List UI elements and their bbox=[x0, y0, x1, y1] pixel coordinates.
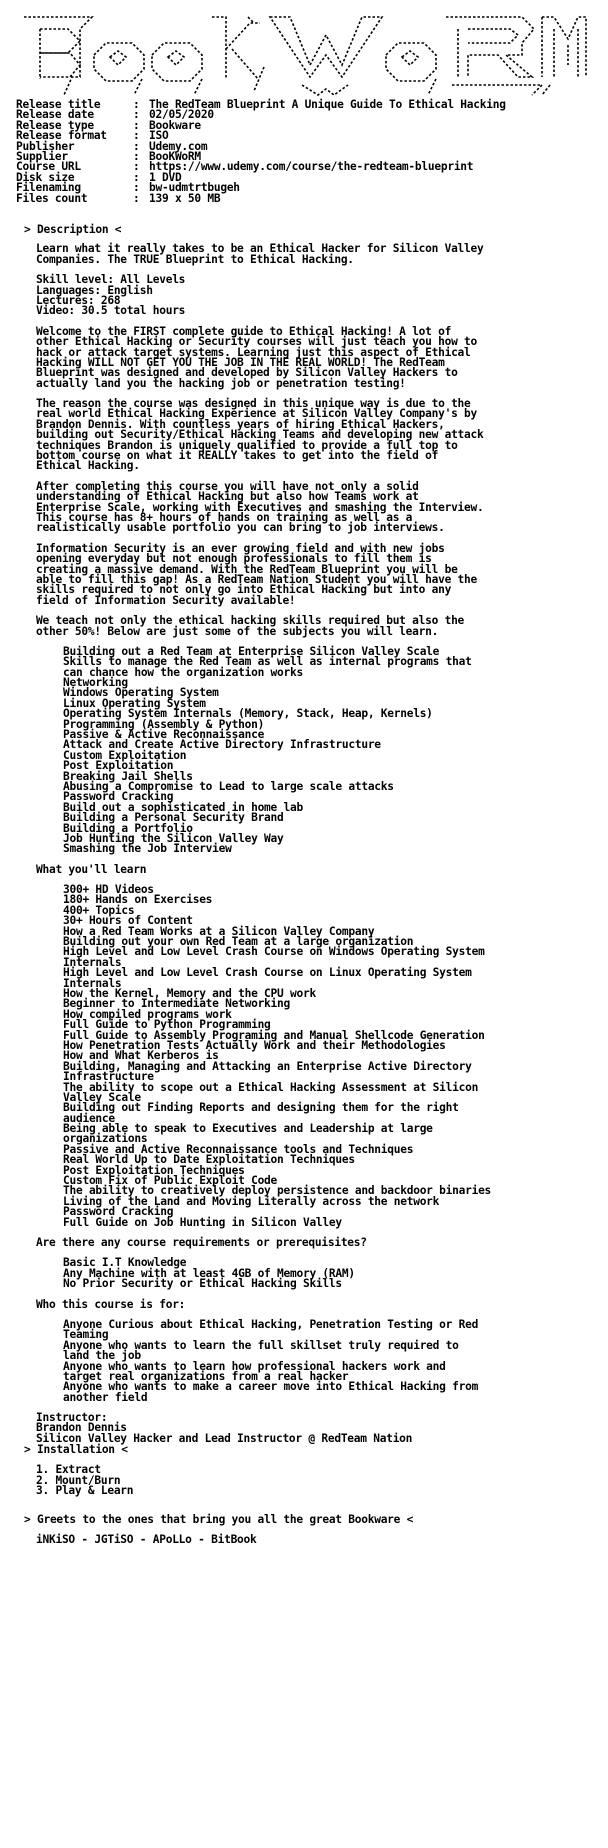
release-info-value: ISO bbox=[149, 129, 169, 143]
requirement-item: Any Machine with at least 4GB of Memory (RAM) bbox=[63, 1266, 355, 1280]
paragraph-line: opening everyday but not enough professionals to fill them is bbox=[36, 552, 432, 566]
release-info-separator: : bbox=[133, 160, 146, 174]
learn-item: Beginner to Intermediate Networking bbox=[63, 997, 290, 1011]
learn-list bbox=[36, 885, 491, 1228]
greets-names: iNKiSO - JGTiSO - APoLLo - BitBook bbox=[36, 1533, 257, 1547]
learn-item: Internals bbox=[63, 955, 122, 969]
release-info-key: Course URL bbox=[16, 160, 81, 174]
audience-item: Anyone who wants to learn the full skillset truly required to bbox=[63, 1338, 459, 1352]
subject-item: Skills to manage the Red Team as well as internal programs that bbox=[63, 655, 472, 669]
paragraph-line: field of Information Security available! bbox=[36, 593, 296, 607]
subject-item: Post Exploitation bbox=[63, 759, 174, 773]
learn-item: audience bbox=[63, 1111, 115, 1125]
learn-item: Post Exploitation Techniques bbox=[63, 1163, 245, 1177]
intro-line: Companies. The TRUE Blueprint to Ethical Hacking. bbox=[36, 252, 354, 266]
release-info-key: Disk size bbox=[16, 170, 75, 184]
subject-item: Custom Exploitation bbox=[63, 748, 187, 762]
release-info-key: Publisher bbox=[16, 139, 75, 153]
learn-item: Infrastructure bbox=[63, 1070, 154, 1084]
requirements-list bbox=[36, 1258, 491, 1289]
release-info-value: 139 x 50 MB bbox=[149, 191, 221, 205]
stat-line: Lectures: 268 bbox=[36, 293, 121, 307]
installation-header: > Installation < bbox=[24, 1443, 128, 1456]
instructor-line: Brandon Dennis bbox=[36, 1421, 127, 1435]
subject-item: Networking bbox=[63, 676, 128, 690]
paragraph-line: Ethical Hacking. bbox=[36, 459, 140, 473]
learn-item: Password Cracking bbox=[63, 1205, 174, 1219]
release-info-value: 02/05/2020 bbox=[149, 108, 214, 122]
audience-item: another field bbox=[63, 1390, 148, 1404]
learn-item: Building out your own Red Team at a large organization bbox=[63, 935, 414, 949]
instructor-info bbox=[36, 1413, 491, 1444]
release-info-key: Release title bbox=[16, 98, 101, 111]
intro-line: Learn what it really takes to be an Ethical Hacker for Silicon Valley bbox=[36, 242, 484, 256]
paragraph-line: Brandon Dennis. With countless years of hiring Ethical Hackers, bbox=[36, 417, 445, 431]
release-info-separator: : bbox=[133, 129, 146, 143]
paragraph-line: realistically usable portfolio you can bring to job interviews. bbox=[36, 521, 445, 535]
stat-line: Video: 30.5 total hours bbox=[36, 304, 186, 318]
learn-item: Real World Up to Date Exploitation Techniques bbox=[63, 1153, 355, 1167]
paragraph-line: Information Security is an ever growing field and with new jobs bbox=[36, 541, 445, 555]
learn-item: Building, Managing and Attacking an Enterprise Active Directory bbox=[63, 1059, 472, 1073]
release-info-row bbox=[16, 162, 506, 172]
learn-item: Full Guide to Python Programming bbox=[63, 1018, 271, 1032]
installation-step: 3. Play & Learn bbox=[36, 1484, 134, 1498]
release-info-key: Release date bbox=[16, 108, 94, 122]
release-info-row bbox=[16, 183, 506, 193]
paragraph-line: real world Ethical Hacking Experience at Silicon Valley Company's by bbox=[36, 407, 478, 421]
release-info-row bbox=[16, 191, 506, 205]
paragraph-line: other 50%! Below are just some of the subjects you will learn. bbox=[36, 624, 439, 638]
release-info-key: Release type bbox=[16, 118, 94, 132]
release-info-value: Bookware bbox=[149, 118, 201, 132]
subjects-list bbox=[36, 644, 491, 856]
subject-item: Abusing a Compromise to Lead to large scale attacks bbox=[63, 779, 394, 793]
greets-header: > Greets to the ones that bring you all the great Bookware < bbox=[24, 1513, 414, 1526]
release-info bbox=[16, 100, 506, 204]
release-info-value: Udemy.com bbox=[149, 139, 208, 153]
paragraph-after bbox=[36, 479, 491, 535]
audience-item: Anyone who wants to learn how professional hackers work and bbox=[63, 1359, 446, 1373]
bookworm-ascii-logo bbox=[22, 15, 587, 105]
release-info-value: bw-udmtrtbugeh bbox=[149, 181, 240, 195]
release-info-separator: : bbox=[133, 181, 146, 195]
learn-item: 30+ Hours of Content bbox=[63, 914, 193, 928]
paragraph-line: able to fill this gap! As a RedTeam Nation Student you will have the bbox=[36, 572, 478, 586]
instructor-line: Instructor: bbox=[36, 1411, 108, 1425]
paragraph-line: hack or attack target systems. Learning just this aspect of Ethical bbox=[36, 345, 471, 359]
paragraph-line: Enterprise Scale, working with Executives and smashing the Interview. bbox=[36, 500, 484, 514]
release-info-separator: : bbox=[133, 170, 146, 184]
paragraph-line: Blueprint was designed and developed by Silicon Valley Hackers to bbox=[36, 366, 458, 380]
subject-item: Linux Operating System bbox=[63, 696, 206, 710]
learn-item: 300+ HD Videos bbox=[63, 883, 154, 897]
installation-steps bbox=[16, 1465, 133, 1496]
learn-item: Valley Scale bbox=[63, 1090, 141, 1104]
paragraph-infosec bbox=[36, 541, 491, 607]
instructor-line: Silicon Valley Hacker and Lead Instructor @ RedTeam Nation bbox=[36, 1431, 413, 1445]
stat-line: Languages: English bbox=[36, 283, 153, 297]
paragraph-line: building out Security/Ethical Hacking Teams and developing new attack bbox=[36, 428, 484, 442]
description-header: > Description < bbox=[24, 223, 122, 236]
paragraph-line: Welcome to the FIRST complete guide to Ethical Hacking! A lot of bbox=[36, 324, 452, 338]
paragraph-line: bottom course on what it REALLY takes to get into the field of bbox=[36, 449, 439, 463]
subject-item: Build out a sophisticated in home lab bbox=[63, 800, 303, 814]
paragraph-line: techniques Brandon is uniquely qualified to provide a full top to bbox=[36, 438, 458, 452]
learn-item: How and What Kerberos is bbox=[63, 1049, 219, 1063]
subject-item: Job Hunting the Silicon Valley Way bbox=[63, 831, 284, 845]
course-stats bbox=[36, 275, 491, 317]
greets-section bbox=[16, 1515, 413, 1546]
paragraph-reason bbox=[36, 399, 491, 472]
release-info-separator: : bbox=[133, 191, 146, 205]
installation-step: 1. Extract bbox=[36, 1463, 101, 1477]
subject-item: Building a Personal Security Brand bbox=[63, 811, 284, 825]
audience-item: land the job bbox=[63, 1349, 141, 1363]
paragraph-line: After completing this course you will have not only a solid bbox=[36, 479, 419, 493]
release-info-separator: : bbox=[133, 139, 146, 153]
learn-item: High Level and Low Level Crash Course on Windows Operating System bbox=[63, 945, 485, 959]
learn-item: Full Guide on Job Hunting in Silicon Valley bbox=[63, 1215, 342, 1229]
learn-item: Being able to speak to Executives and Leadership at large bbox=[63, 1122, 433, 1136]
audience-item: Anyone who wants to make a career move into Ethical Hacking from bbox=[63, 1380, 479, 1394]
learn-item: How a Red Team Works at a Silicon Valley Company bbox=[63, 924, 375, 938]
release-info-key: Filenaming bbox=[16, 181, 81, 195]
release-info-value: https://www.udemy.com/course/the-redteam-blueprint bbox=[149, 160, 474, 174]
learn-item: organizations bbox=[63, 1132, 148, 1146]
subject-item: Building a Portfolio bbox=[63, 821, 193, 835]
subject-item: Programming (Assembly & Python) bbox=[63, 717, 265, 731]
release-info-value: The RedTeam Blueprint A Unique Guide To Ethical Hacking bbox=[149, 98, 506, 111]
release-info-key: Files count bbox=[16, 191, 88, 205]
release-info-key: Release format bbox=[16, 129, 107, 143]
learn-item: 180+ Hands on Exercises bbox=[63, 893, 213, 907]
subject-item: Windows Operating System bbox=[63, 686, 219, 700]
paragraph-line: actually land you the hacking job or penetration testing! bbox=[36, 376, 406, 390]
installation-step: 2. Mount/Burn bbox=[36, 1473, 121, 1487]
requirements-heading: Are there any course requirements or prerequisites? bbox=[36, 1235, 367, 1249]
paragraph-line: This course has 8+ hours of hands on training as well as a bbox=[36, 510, 413, 524]
paragraph-line: The reason the course was designed in this unique way is due to the bbox=[36, 397, 471, 411]
audience-item: Anyone Curious about Ethical Hacking, Penetration Testing or Red bbox=[63, 1317, 479, 1331]
release-info-separator: : bbox=[133, 108, 146, 122]
description-section bbox=[16, 225, 491, 1444]
paragraph-line: skills required to not only go into Ethical Hacking but into any bbox=[36, 583, 452, 597]
audience-list bbox=[36, 1317, 491, 1404]
subject-item: Passive & Active Reconnaissance bbox=[63, 728, 265, 742]
learn-item: Living of the Land and Moving Literally across the network bbox=[63, 1194, 440, 1208]
learn-item: High Level and Low Level Crash Course on Linux Operating System bbox=[63, 966, 472, 980]
paragraph-teach bbox=[36, 616, 491, 637]
audience-heading: Who this course is for: bbox=[36, 1297, 186, 1311]
stat-line: Skill level: All Levels bbox=[36, 273, 186, 287]
learn-item: How Penetration Tests Actually Work and their Methodologies bbox=[63, 1038, 446, 1052]
intro-text bbox=[36, 244, 491, 265]
paragraph-line: understanding of Ethical Hacking but also how Teams work at bbox=[36, 490, 419, 504]
learn-item: How the Kernel, Memory and the CPU work bbox=[63, 987, 316, 1000]
learn-item: The ability to scope out a Ethical Hacking Assessment at Silicon bbox=[63, 1080, 479, 1094]
learn-item: The ability to creatively deploy persistence and backdoor binaries bbox=[63, 1184, 492, 1198]
release-info-row bbox=[16, 131, 506, 141]
learn-item: 400+ Topics bbox=[63, 903, 135, 917]
audience-item: target real organizations from a real hacker bbox=[63, 1369, 349, 1383]
learn-heading: What you'll learn bbox=[36, 862, 147, 876]
learn-item: Internals bbox=[63, 976, 122, 990]
release-info-value: 1 DVD bbox=[149, 170, 182, 184]
audience-item: Teaming bbox=[63, 1328, 109, 1342]
requirement-item: Basic I.T Knowledge bbox=[63, 1256, 187, 1270]
subject-item: Smashing the Job Interview bbox=[63, 842, 232, 856]
learn-item: Passive and Active Reconnaissance tools and Techniques bbox=[63, 1142, 414, 1156]
learn-item: Custom Fix of Public Exploit Code bbox=[63, 1174, 278, 1188]
paragraph-line: Hacking WILL NOT GET YOU THE JOB IN THE REAL WORLD! The RedTeam bbox=[36, 355, 445, 369]
release-info-key: Supplier bbox=[16, 149, 68, 163]
release-info-row bbox=[16, 139, 506, 153]
subject-item: can chance how the organization works bbox=[63, 665, 303, 679]
subject-item: Operating System Internals (Memory, Stack, Heap, Kernels) bbox=[63, 707, 433, 721]
description-body bbox=[16, 244, 491, 1444]
subject-item: Attack and Create Active Directory Infrastructure bbox=[63, 738, 381, 752]
paragraph-welcome bbox=[36, 324, 491, 390]
release-info-separator: : bbox=[133, 98, 146, 111]
subject-item: Building out a Red Team at Enterprise Silicon Valley Scale bbox=[63, 644, 440, 658]
learn-item: Full Guide to Assembly Programing and Manual Shellcode Generation bbox=[63, 1028, 485, 1042]
subject-item: Breaking Jail Shells bbox=[63, 769, 193, 783]
subject-item: Password Cracking bbox=[63, 790, 174, 804]
learn-item: How compiled programs work bbox=[63, 1007, 232, 1021]
installation-section bbox=[16, 1445, 133, 1497]
learn-item: Building out Finding Reports and designing them for the right bbox=[63, 1101, 459, 1115]
release-info-separator: : bbox=[133, 118, 146, 132]
release-info-separator: : bbox=[133, 149, 146, 163]
paragraph-line: other Ethical Hacking or Security courses will just teach you how to bbox=[36, 335, 478, 349]
release-info-row bbox=[16, 170, 506, 184]
requirement-item: No Prior Security or Ethical Hacking Skills bbox=[63, 1277, 342, 1291]
release-info-value: BooKWoRM bbox=[149, 149, 201, 163]
paragraph-line: We teach not only the ethical hacking skills required but also the bbox=[36, 614, 465, 628]
paragraph-line: creating a massive demand. With the RedTeam Blueprint you will be bbox=[36, 562, 458, 576]
